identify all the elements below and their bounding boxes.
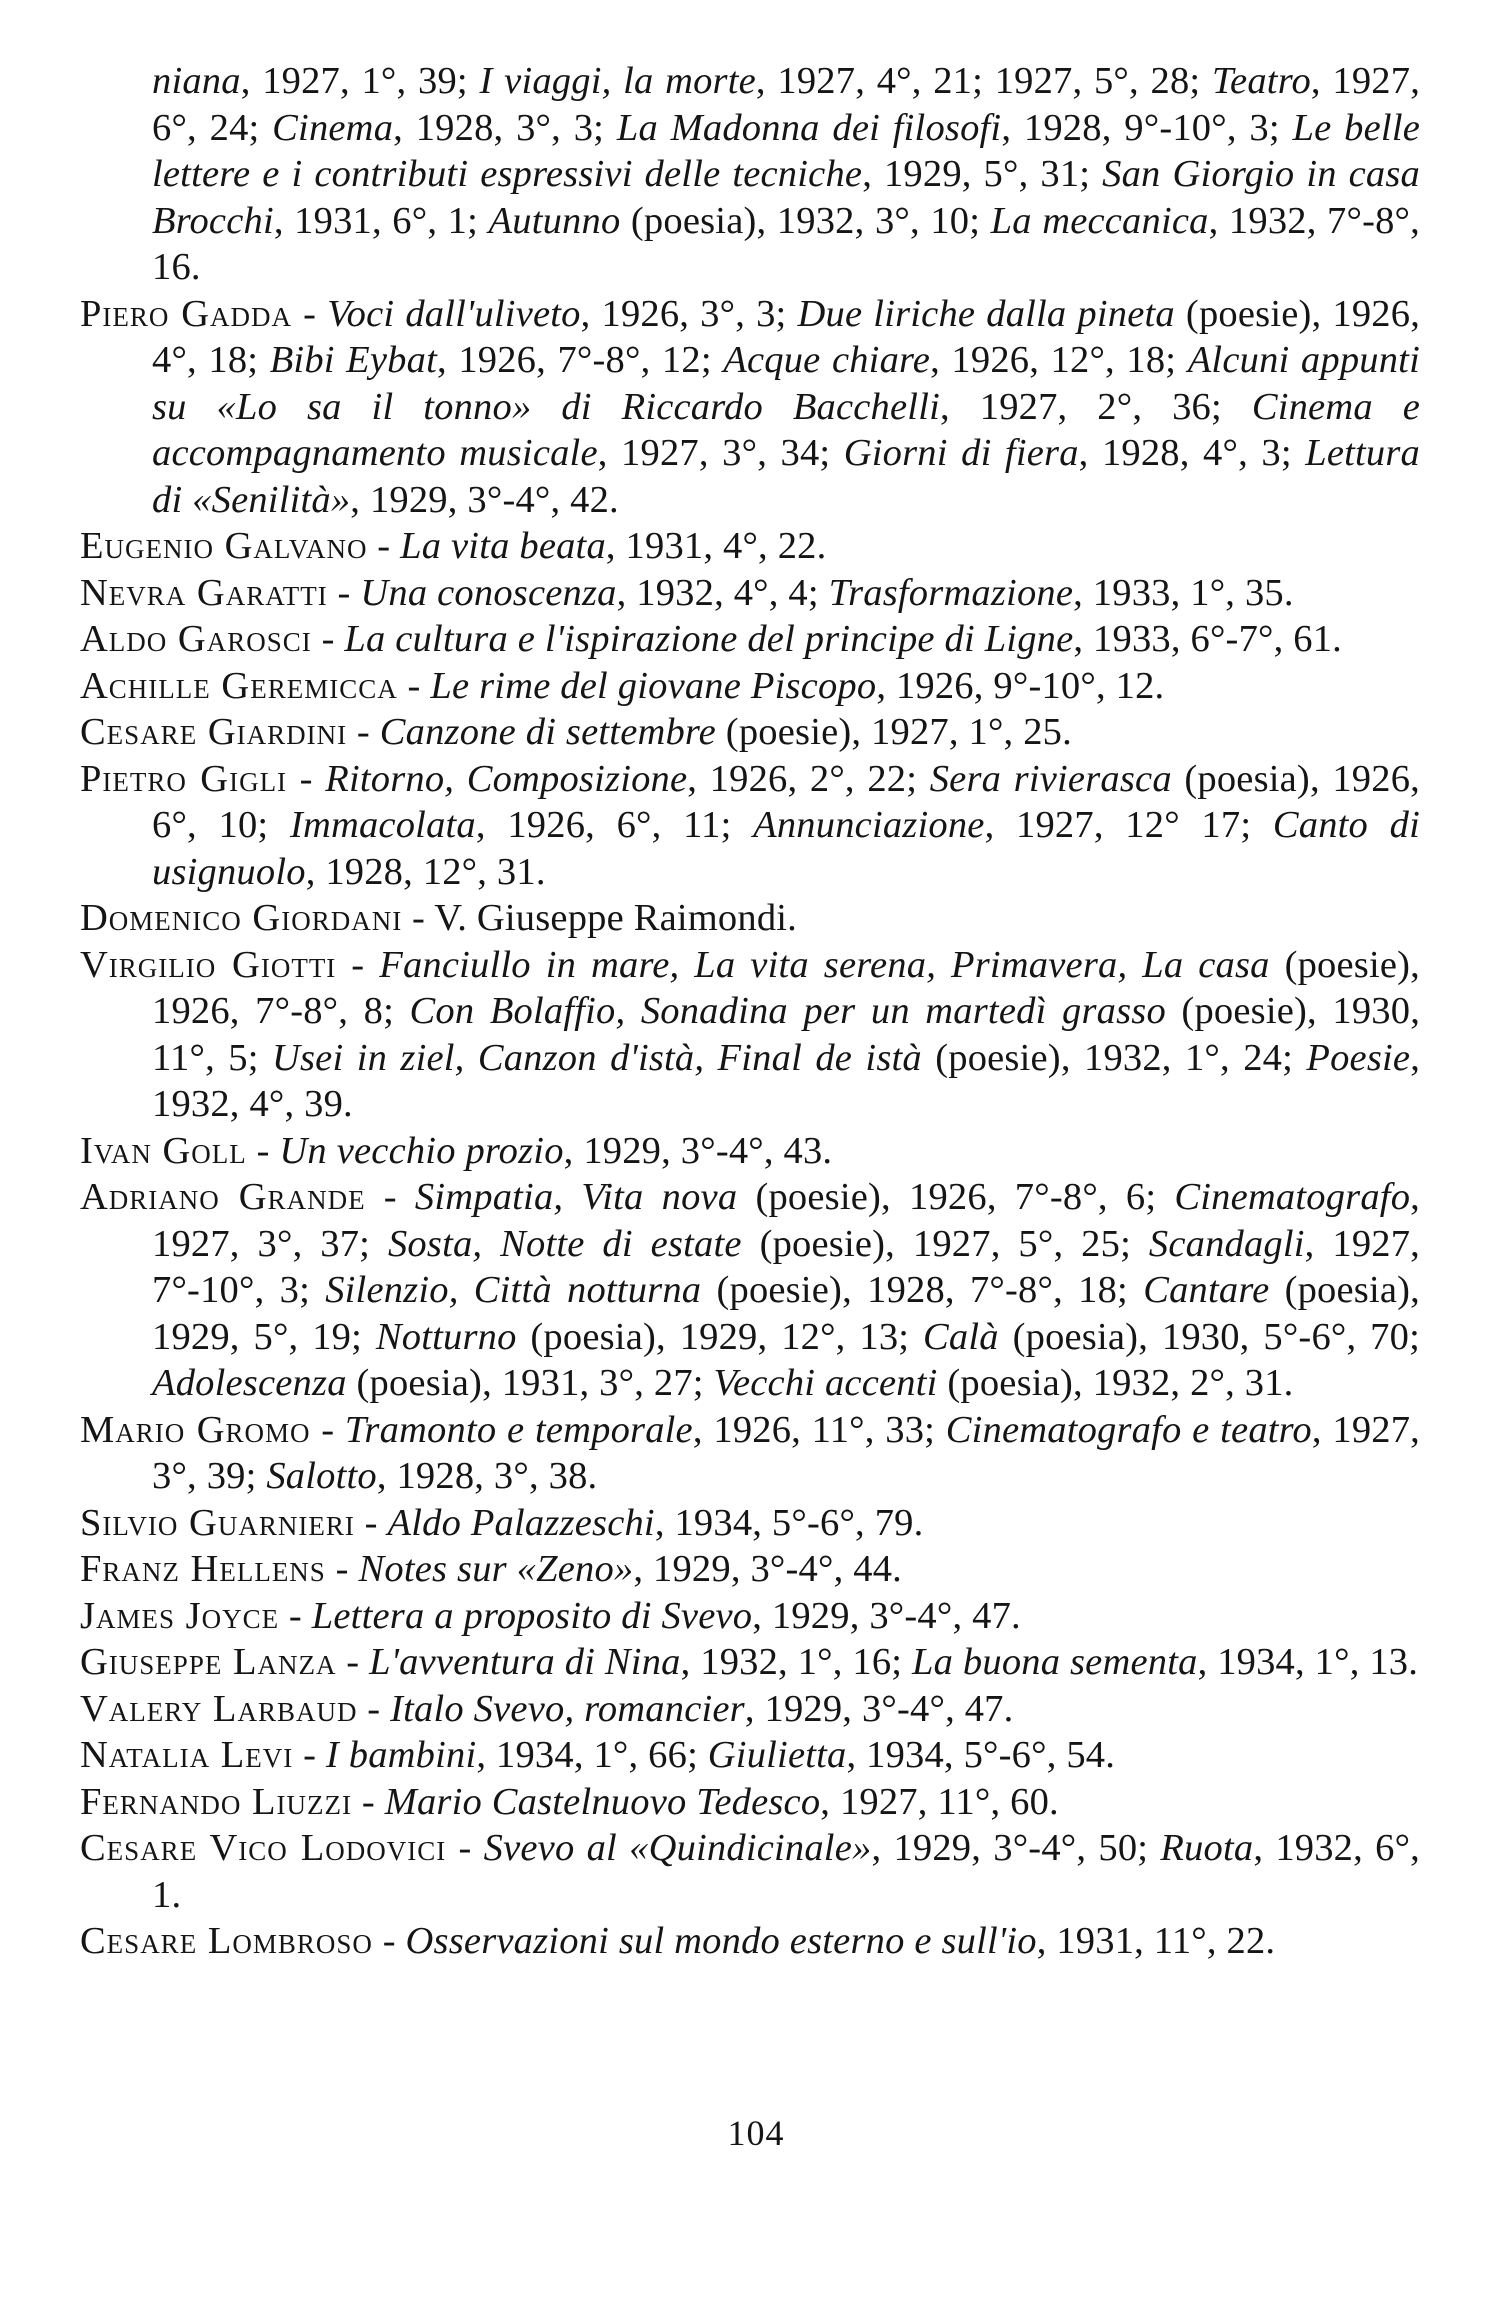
citation-detail: (poesie), 1927, 1°, 25.: [715, 711, 1072, 753]
author-name: James Joyce: [80, 1594, 280, 1637]
work-title: Osservazioni sul mondo esterno e sull'io: [405, 1920, 1037, 1962]
work-title: Sosta, Notte di estate: [387, 1222, 742, 1265]
author-name: Natalia Levi: [80, 1734, 294, 1776]
citation-detail: , 1927, 2°, 36;: [940, 385, 1252, 428]
citation-detail: -: [397, 664, 431, 707]
citation-detail: , 1934, 5°-6°, 79.: [654, 1501, 924, 1544]
work-title: Le rime del giovane Piscopo: [430, 664, 877, 707]
work-title: Sera rivierasca: [929, 757, 1172, 800]
author-name: Mario Gromo: [80, 1408, 311, 1451]
author-name: Cesare Lombroso: [80, 1920, 373, 1962]
work-title: Cinema: [272, 106, 394, 149]
work-title: niana: [152, 60, 241, 102]
citation-detail: , 1934, 1°, 13.: [1197, 1641, 1419, 1683]
citation-detail: , 1929, 3°-4°, 44.: [633, 1548, 902, 1590]
citation-detail: , 1932, 7°-8°, 16.: [152, 199, 1420, 288]
citation-detail: , 1928, 3°, 38.: [376, 1455, 598, 1497]
work-title: La meccanica: [990, 199, 1209, 242]
citation-detail: , 1928, 4°, 3;: [1078, 432, 1306, 474]
work-title: I viaggi, la morte: [479, 60, 756, 102]
work-title: Ruota: [1160, 1827, 1254, 1869]
citation-detail: , 1926, 12°, 18;: [930, 339, 1188, 381]
citation-detail: , 1926, 6°, 11;: [475, 804, 754, 846]
author-name: Ivan Goll: [80, 1129, 247, 1172]
bibliography-entry: [80, 1732, 1420, 1779]
citation-detail: , 1927, 3°, 37;: [152, 1176, 1420, 1265]
bibliography-entry: [80, 1174, 1420, 1407]
work-title: Adolescenza: [152, 1362, 347, 1404]
bibliography-entry: [80, 1825, 1420, 1918]
citation-detail: -: [292, 292, 328, 335]
citation-detail: , 1928, 3°, 3;: [393, 106, 617, 149]
work-title: Mario Castelnuovo Tedesco: [384, 1780, 821, 1823]
citation-detail: (poesie), 1932, 1°, 24;: [921, 1036, 1307, 1079]
work-title: Tramonto e temporale: [344, 1408, 693, 1451]
work-title: Voci dall'uliveto: [327, 292, 581, 335]
citation-detail: (poesia), 1929, 5°, 19;: [152, 1269, 1421, 1358]
bibliography-entry: [80, 1639, 1420, 1686]
work-title: Cinematografo: [1174, 1176, 1411, 1218]
citation-detail: , 1927, 6°, 24;: [152, 60, 1421, 149]
citation-detail: (poesia), 1932, 3°, 10;: [620, 199, 991, 242]
citation-detail: , 1927, 12° 17;: [984, 804, 1273, 846]
bibliography-entry-continuation: [80, 58, 1420, 291]
work-title: Giorni di fiera: [843, 432, 1079, 474]
work-title: Notturno: [375, 1315, 517, 1358]
bibliography-entry: [80, 1593, 1420, 1640]
citation-detail: , 1929, 3°-4°, 47.: [752, 1594, 1021, 1637]
citation-detail: -: [367, 525, 401, 567]
work-title: Silenzio, Città notturna: [325, 1269, 702, 1311]
author-name: Aldo Garosci: [80, 618, 312, 660]
bibliography-entry: [80, 1128, 1420, 1175]
citation-detail: , 1927, 3°, 34;: [597, 432, 844, 474]
citation-detail: - V. Giuseppe Raimondi.: [402, 897, 798, 939]
work-title: L'avventura di Nina: [369, 1641, 681, 1683]
citation-detail: -: [347, 711, 380, 753]
citation-detail: , 1931, 6°, 1;: [273, 199, 489, 242]
work-title: Lettura di «Senilità»: [152, 432, 1420, 521]
citation-detail: -: [365, 1176, 415, 1218]
work-title: Bibi Eybat: [269, 339, 437, 381]
citation-detail: -: [246, 1129, 280, 1172]
work-title: Vecchi accenti: [713, 1362, 938, 1404]
citation-detail: -: [327, 571, 361, 614]
citation-detail: -: [352, 1780, 385, 1823]
bibliography-entry: [80, 1779, 1420, 1826]
citation-detail: , 1927, 11°, 60.: [820, 1780, 1059, 1823]
citation-detail: , 1926, 2°, 22;: [687, 757, 930, 800]
citation-detail: , 1932, 6°, 1.: [152, 1827, 1421, 1916]
work-title: Trasformazione: [828, 571, 1074, 614]
author-name: Piero Gadda: [80, 292, 293, 335]
citation-detail: , 1933, 6°-7°, 61.: [1073, 618, 1342, 660]
citation-detail: -: [336, 1641, 370, 1683]
citation-detail: , 1934, 1°, 66;: [476, 1734, 708, 1776]
work-title: Calà: [923, 1315, 999, 1358]
bibliography-entry: [80, 570, 1420, 617]
bibliography-entry: [80, 756, 1420, 896]
citation-detail: , 1928, 12°, 31.: [305, 850, 546, 893]
author-name: Eugenio Galvano: [80, 525, 368, 567]
citation-detail: , 1934, 5°-6°, 54.: [846, 1734, 1116, 1776]
author-name: Franz Hellens: [80, 1548, 326, 1590]
citation-detail: (poesie), 1928, 7°-8°, 18;: [701, 1269, 1144, 1311]
bibliography-entry: [80, 895, 1420, 942]
author-name: Domenico Giordani: [80, 897, 403, 939]
bibliography-entry: [80, 942, 1420, 1128]
citation-detail: (poesia), 1932, 2°, 31.: [937, 1362, 1294, 1404]
work-title: Italo Svevo, romancier: [390, 1687, 745, 1730]
citation-detail: , 1926, 3°, 3;: [580, 292, 798, 335]
work-title: Le belle lettere e i contributi espressivi delle tecniche: [152, 106, 1421, 195]
citation-detail: (poesia), 1926, 6°, 10;: [152, 757, 1420, 846]
bibliography-list: [80, 58, 1420, 1965]
bibliography-entry: [80, 291, 1420, 524]
bibliography-entry: [80, 1918, 1420, 1965]
bibliography-entry: [80, 663, 1420, 710]
work-title: Con Bolaffio, Sonadina per un martedì grasso: [409, 990, 1166, 1032]
citation-detail: -: [336, 943, 380, 986]
citation-detail: , 1926, 11°, 33;: [692, 1408, 946, 1451]
citation-detail: , 1932, 4°, 39.: [152, 1036, 1421, 1125]
citation-detail: (poesie), 1926, 4°, 18;: [152, 292, 1421, 381]
citation-detail: , 1929, 5°, 31;: [862, 153, 1103, 195]
citation-detail: -: [354, 1501, 388, 1544]
work-title: Canto di usignuolo: [152, 804, 1420, 893]
citation-detail: -: [287, 757, 326, 800]
work-title: Un vecchio prozio: [279, 1129, 564, 1172]
citation-detail: -: [293, 1734, 326, 1776]
citation-detail: -: [372, 1920, 406, 1962]
work-title: La cultura e l'ispirazione del principe di Ligne: [344, 618, 1074, 660]
citation-detail: , 1932, 4°, 4;: [616, 571, 829, 614]
work-title: Giulietta: [707, 1734, 847, 1776]
citation-detail: , 1931, 11°, 22.: [1036, 1920, 1276, 1962]
citation-detail: -: [357, 1687, 391, 1730]
work-title: Canzone di settembre: [379, 711, 716, 753]
work-title: San Giorgio in casa Brocchi: [152, 153, 1421, 242]
author-name: Adriano Grande: [80, 1176, 366, 1218]
work-title: Immacolata: [289, 804, 476, 846]
work-title: Autunno: [488, 199, 621, 242]
bibliography-entry: [80, 1407, 1420, 1500]
citation-detail: -: [311, 618, 345, 660]
citation-detail: , 1927, 1°, 39;: [240, 60, 480, 102]
work-title: Aldo Palazzeschi: [387, 1501, 655, 1544]
citation-detail: -: [310, 1408, 345, 1451]
bibliography-entry: [80, 523, 1420, 570]
author-name: Achille Geremicca: [80, 664, 398, 707]
work-title: La buona sementa: [912, 1641, 1198, 1683]
work-title: Notes sur «Zeno»: [358, 1548, 634, 1590]
author-name: Nevra Garatti: [80, 571, 328, 614]
work-title: Una conoscenza: [360, 571, 617, 614]
work-title: Simpatia, Vita nova: [414, 1176, 738, 1218]
work-title: Cantare: [1143, 1269, 1270, 1311]
bibliography-entry: [80, 616, 1420, 663]
author-name: Cesare Giardini: [80, 711, 348, 753]
work-title: Svevo al «Quindicinale»: [483, 1827, 872, 1869]
author-name: Silvio Guarnieri: [80, 1501, 355, 1544]
citation-detail: , 1927, 4°, 21; 1927, 5°, 28;: [755, 60, 1212, 102]
work-title: Teatro: [1211, 60, 1311, 102]
author-name: Virgilio Giotti: [80, 943, 337, 986]
citation-detail: (poesie), 1926, 7°-8°, 8;: [152, 943, 1421, 1032]
citation-detail: , 1926, 7°-8°, 12;: [436, 339, 724, 381]
citation-detail: , 1929, 3°-4°, 42.: [350, 478, 619, 521]
work-title: Salotto: [266, 1455, 377, 1497]
citation-detail: , 1927, 7°-10°, 3;: [152, 1222, 1420, 1311]
citation-detail: (poesia), 1929, 12°, 13;: [516, 1315, 924, 1358]
work-title: Due liriche dalla pineta: [797, 292, 1175, 335]
citation-detail: -: [279, 1594, 312, 1637]
citation-detail: (poesie), 1926, 7°-8°, 6;: [737, 1176, 1175, 1218]
citation-detail: , 1931, 4°, 22.: [605, 525, 827, 567]
work-title: Annunciazione: [753, 804, 985, 846]
work-title: Usei in ziel, Canzon d'istà, Final de istà: [271, 1036, 922, 1079]
citation-detail: -: [446, 1827, 484, 1869]
citation-detail: , 1929, 3°-4°, 43.: [563, 1129, 833, 1172]
bibliography-entry: [80, 1686, 1420, 1733]
citation-detail: , 1926, 9°-10°, 12.: [876, 664, 1165, 707]
citation-detail: , 1932, 1°, 16;: [680, 1641, 913, 1683]
author-name: Pietro Gigli: [80, 757, 288, 800]
work-title: I bambini: [325, 1734, 477, 1776]
citation-detail: (poesie), 1930, 11°, 5;: [152, 990, 1421, 1079]
work-title: Fanciullo in mare, La vita serena, Primavera, La casa: [379, 943, 1270, 986]
work-title: Cinema e accompagnamento musicale: [152, 385, 1420, 474]
page-number: 104: [727, 2113, 785, 2153]
author-name: Valery Larbaud: [80, 1687, 358, 1730]
bibliography-entry: [80, 1500, 1420, 1547]
citation-detail: , 1929, 3°-4°, 50;: [871, 1827, 1161, 1869]
work-title: La Madonna dei filosofi: [616, 106, 1002, 149]
citation-detail: , 1927, 3°, 39;: [152, 1408, 1421, 1497]
work-title: Lettera a proposito di Svevo: [311, 1594, 753, 1637]
bibliography-entry: [80, 709, 1420, 756]
work-title: Ritorno, Composizione: [325, 757, 688, 800]
citation-detail: -: [325, 1548, 359, 1590]
citation-detail: (poesie), 1927, 5°, 25;: [741, 1222, 1149, 1265]
citation-detail: (poesia), 1930, 5°-6°, 70;: [998, 1315, 1420, 1358]
work-title: Poesie: [1306, 1036, 1411, 1079]
work-title: Cinematografo e teatro: [945, 1408, 1312, 1451]
citation-detail: , 1933, 1°, 35.: [1073, 571, 1294, 614]
citation-detail: , 1928, 9°-10°, 3;: [1001, 106, 1293, 149]
work-title: Acque chiare: [723, 339, 931, 381]
bibliography-entry: [80, 1546, 1420, 1593]
work-title: La vita beata: [400, 525, 606, 567]
author-name: Cesare Vico Lodovici: [80, 1827, 447, 1869]
citation-detail: (poesia), 1931, 3°, 27;: [346, 1362, 714, 1404]
work-title: Scandagli: [1148, 1222, 1305, 1265]
work-title: Alcuni appunti su «Lo sa il tonno» di Riccardo Bacchelli: [152, 339, 1420, 428]
author-name: Giuseppe Lanza: [80, 1641, 337, 1683]
author-name: Fernando Liuzzi: [80, 1780, 353, 1823]
citation-detail: , 1929, 3°-4°, 47.: [744, 1687, 1014, 1730]
